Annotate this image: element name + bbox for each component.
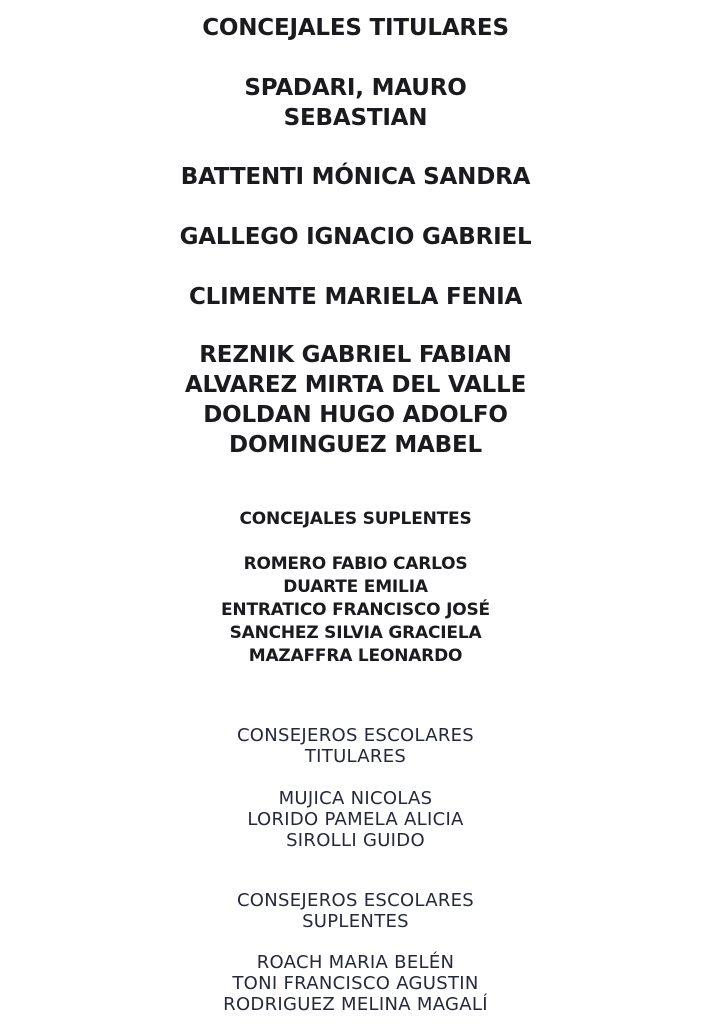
- consejero-suplente-name-1: ROACH MARIA BELÉN: [256, 952, 455, 973]
- suplente-name-1: ROMERO FABIO CARLOS: [243, 554, 468, 574]
- suplente-name-2: DUARTE EMILIA: [283, 577, 428, 597]
- consejero-suplente-name-2: TONI FRANCISCO AGUSTIN: [232, 973, 479, 994]
- suplente-name-3: ENTRATICO FRANCISCO JOSÉ: [221, 600, 490, 620]
- titular-name-3: GALLEGO IGNACIO GABRIEL: [179, 224, 532, 250]
- concejales-suplentes-heading: CONCEJALES SUPLENTES: [239, 509, 472, 529]
- consejeros-titulares-heading-line-2: TITULARES: [304, 746, 407, 767]
- titular-name-2: BATTENTI MÓNICA SANDRA: [180, 164, 531, 190]
- titular-name-6: ALVAREZ MIRTA DEL VALLE: [184, 372, 527, 398]
- consejero-titular-name-3: SIROLLI GUIDO: [286, 830, 425, 851]
- titular-name-1-line-2: SEBASTIAN: [283, 105, 428, 131]
- titular-name-8: DOMINGUEZ MABEL: [229, 432, 482, 458]
- consejero-titular-name-2: LORIDO PAMELA ALICIA: [247, 809, 464, 830]
- titular-name-7: DOLDAN HUGO ADOLFO: [203, 402, 508, 428]
- consejeros-suplentes-heading-line-2: SUPLENTES: [302, 911, 409, 932]
- consejero-suplente-name-3: RODRIGUEZ MELINA MAGALÍ: [223, 994, 488, 1015]
- concejales-titulares-heading: CONCEJALES TITULARES: [202, 15, 509, 41]
- titular-name-4: CLIMENTE MARIELA FENIA: [188, 284, 523, 310]
- titular-name-5: REZNIK GABRIEL FABIAN: [199, 342, 512, 368]
- titular-name-1-line-1: SPADARI, MAURO: [244, 75, 467, 101]
- consejeros-suplentes-heading-line-1: CONSEJEROS ESCOLARES: [236, 890, 475, 911]
- consejero-titular-name-1: MUJICA NICOLAS: [278, 788, 433, 809]
- suplente-name-5: MAZAFFRA LEONARDO: [248, 646, 463, 666]
- suplente-name-4: SANCHEZ SILVIA GRACIELA: [229, 623, 482, 643]
- consejeros-titulares-heading-line-1: CONSEJEROS ESCOLARES: [236, 725, 475, 746]
